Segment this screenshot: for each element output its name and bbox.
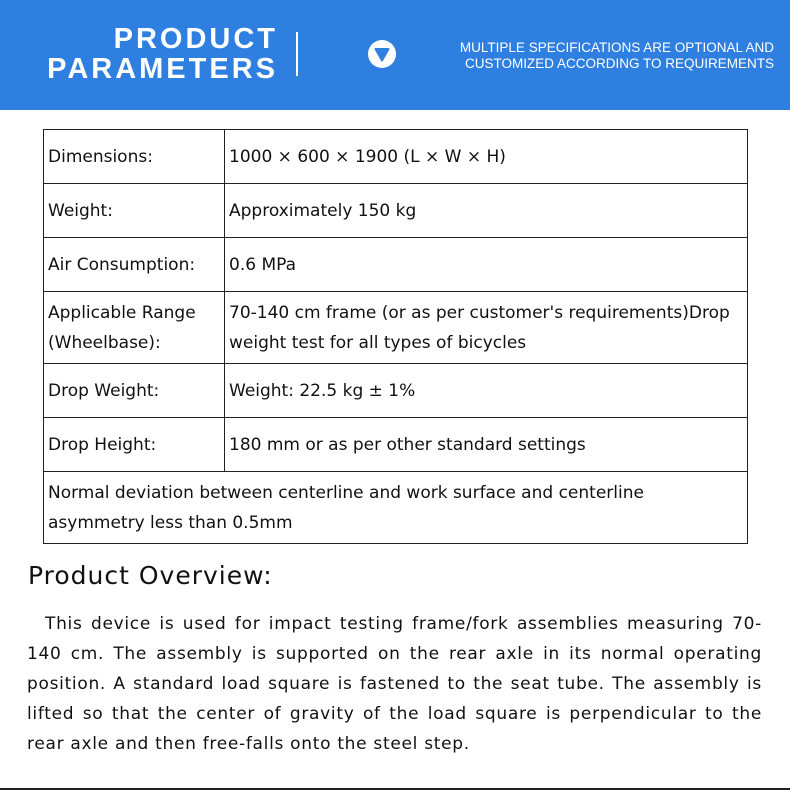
spec-note: Normal deviation between centerline and work surface and centerline asymmetry less than 0.5mm (44, 472, 748, 544)
spec-table (43, 129, 748, 544)
spec-value: Weight: 22.5 kg ± 1% (225, 364, 748, 418)
banner-title-line2: PARAMETERS (47, 53, 278, 85)
header-banner (0, 0, 790, 110)
banner-note-line2: CUSTOMIZED ACCORDING TO REQUIREMENTS (464, 56, 774, 71)
spec-value: 70-140 cm frame (or as per customer's requirements)Drop weight test for all types of bicycles (225, 292, 748, 364)
spec-row (44, 418, 748, 472)
spec-label: Drop Weight: (44, 364, 225, 418)
spec-row (44, 292, 748, 364)
banner-note (460, 40, 774, 72)
banner-title-line1: PRODUCT (113, 23, 278, 55)
spec-value: 0.6 MPa (225, 238, 748, 292)
spec-value: Approximately 150 kg (225, 184, 748, 238)
spec-label: Applicable Range (Wheelbase): (44, 292, 225, 364)
spec-row (44, 364, 748, 418)
triangle-down-icon (368, 40, 396, 68)
banner-divider (296, 32, 298, 76)
spec-label: Air Consumption: (44, 238, 225, 292)
spec-value: 180 mm or as per other standard settings (225, 418, 748, 472)
spec-label: Weight: (44, 184, 225, 238)
overview-title: Product Overview: (28, 561, 273, 590)
banner-note-line1: MULTIPLE SPECIFICATIONS ARE OPTIONAL AND (459, 40, 774, 55)
spec-label: Dimensions: (44, 130, 225, 184)
overview-text: This device is used for impact testing frame/fork assemblies measuring 70-140 cm. The assembly is supported on the rear axle in its normal operating position. A standard load square is fastened to the seat tube. The assembly is lifted so that the center of gravity of the load square is perpendicular to the rear axle and then free-falls onto the steel step. (27, 614, 762, 754)
spec-row (44, 238, 748, 292)
spec-row (44, 130, 748, 184)
banner-title (47, 24, 278, 84)
spec-note-row (44, 472, 748, 544)
spec-value: 1000 × 600 × 1900 (L × W × H) (225, 130, 748, 184)
spec-row (44, 184, 748, 238)
spec-label: Drop Height: (44, 418, 225, 472)
